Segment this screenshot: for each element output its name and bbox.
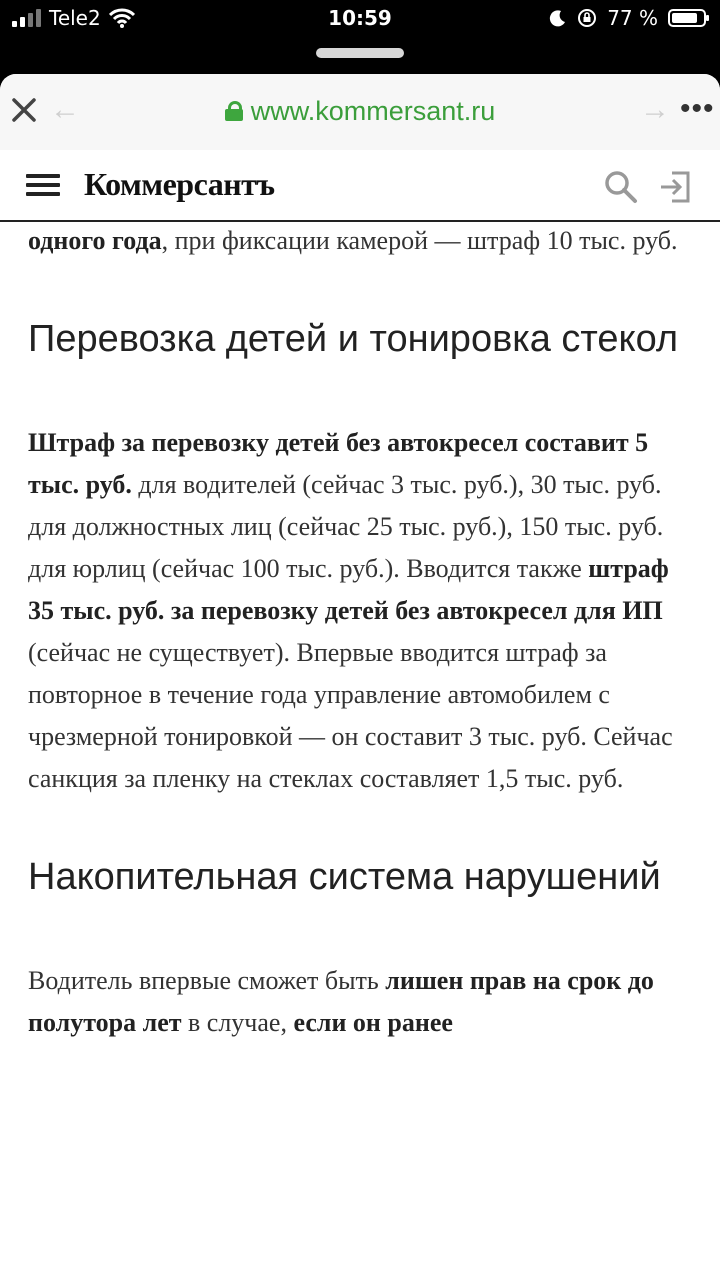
moon-icon	[549, 9, 567, 27]
url-field[interactable]	[0, 93, 720, 127]
paragraph: Штраф за перевозку детей без автокресел составит 5 тыс. руб. для водителей (сейчас 3 тыс. руб.), 30 тыс. руб. для должностных лиц (сейчас 25 тыс. руб.), 150 тыс. руб. для юрлиц (сейчас 100 тыс. руб.). Вводится также штраф 35 тыс. руб. за перевозку детей без автокресел для ИП (сейчас не существует). Впервые вводится штраф за повторное в течение года управление автомобилем с чрезмерной тонировкой — он составит 3 тыс. руб. Сейчас санкция за пленку на стеклах составляет 1,5 тыс. руб.	[28, 428, 673, 793]
section-heading: Перевозка детей и тонировка стекол	[28, 318, 679, 360]
site-header	[0, 150, 720, 222]
section-heading: Накопительная система нарушений	[28, 856, 661, 898]
browser-sheet	[0, 74, 720, 1280]
more-icon[interactable]: •••	[680, 92, 715, 125]
carrier: Tele2	[49, 6, 101, 30]
lock-icon	[225, 101, 243, 121]
article-body	[28, 220, 696, 1044]
status-bar	[0, 0, 720, 40]
url-text: www.kommersant.ru	[250, 96, 496, 126]
battery-percent: 77 %	[607, 6, 658, 30]
sheet-grabber[interactable]	[316, 48, 404, 58]
menu-icon[interactable]	[26, 174, 60, 196]
address-bar	[0, 74, 720, 151]
search-icon[interactable]	[604, 170, 638, 204]
login-icon[interactable]	[658, 170, 692, 204]
back-arrow-icon[interactable]: ←	[50, 93, 80, 126]
paragraph: одного года, при фиксации камерой — штраф 10 тыс. руб.	[28, 226, 678, 255]
site-logo[interactable]: Коммерсантъ	[84, 166, 275, 202]
battery-icon	[668, 9, 706, 27]
clock: 10:59	[328, 6, 392, 30]
orientation-lock-icon	[577, 8, 597, 28]
paragraph: Водитель впервые сможет быть лишен прав на срок до полутора лет в случае, если он ранее	[28, 966, 654, 1037]
forward-arrow-icon[interactable]: →	[640, 93, 670, 126]
